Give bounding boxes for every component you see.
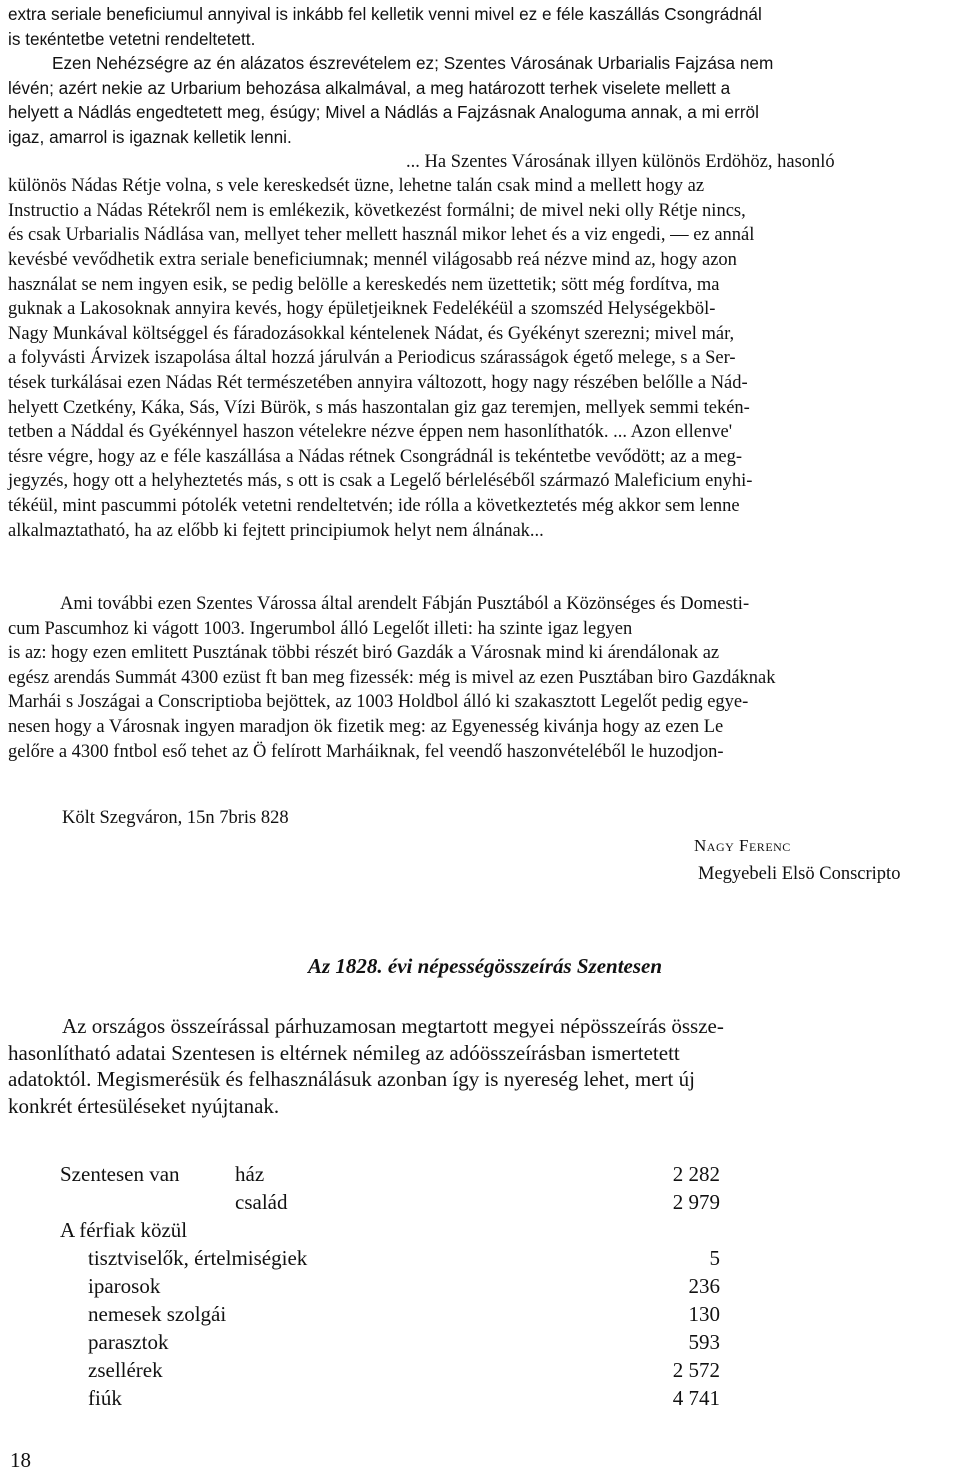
text-line: és csak Urbarialis Nádlása van, mellyet teher mellett használ mikor lehet és a viz engedi, — ez annál xyxy=(8,225,755,246)
text-line: Instructio a Nádas Rétekről nem is emlékezik, következést formálni; de mivel neki olly Rétje nincs, xyxy=(8,200,746,221)
stats-value: 2 979 xyxy=(672,1190,720,1214)
stats-item-label: tisztviselők, értelmiségiek xyxy=(88,1246,308,1270)
text-line: nesen hogy a Városnak ingyen maradjon ök fizetik meg: az Egyenesség kivánja hogy az ezen Le xyxy=(8,716,724,737)
text-line: egész arendás Summát 4300 ezüst ft ban meg fizessék: még is mivel az ezen Pusztában biro Gazdáknak xyxy=(8,667,776,688)
text-line: konkrét értesüléseket nyújtanak. xyxy=(8,1093,280,1118)
text-line: használat se nem ingyen esik, se pedig belölle a kereskedés nem üzettetik; sött még fordítva, ma xyxy=(8,274,720,295)
text-line: különös Nádas Rétje volna, s vele kereskedsét üzne, lehetne talán csak mind a mellett hogy az xyxy=(8,176,705,197)
text-line: tetben a Náddal és Gyékénnyel haszon vételekre nézve éppen nem hasonlíthatók. ... Azon ellenve' xyxy=(8,422,733,443)
section-paragraph xyxy=(8,1013,952,1119)
stats-row xyxy=(60,1356,720,1384)
quote-paragraph-2 xyxy=(8,150,952,175)
stats-row xyxy=(60,1272,720,1300)
text-fragment: ... Ha Szentes Városának illyen különös Erdöhöz, hasonló xyxy=(406,151,835,172)
stats-sublabel: ház xyxy=(235,1162,265,1186)
stats-row xyxy=(60,1300,720,1328)
text-line: adatoktól. Megismerésük és felhasználásuk azonban így is nyereség lehet, mert új xyxy=(8,1067,695,1091)
text-line: is teкéntetbe vetetni rendeltetett. xyxy=(8,28,256,49)
stats-item-label: nemesek szolgái xyxy=(88,1302,227,1326)
text-line: helyett Czetkény, Káka, Sás, Vízi Bürök, s más haszontalan giz gaz teremjen, mellyek semmi tekén- xyxy=(8,397,750,418)
stats-item-label: parasztok xyxy=(88,1330,169,1354)
text-line: alkalmaztatható, ha az előbb ki fejtett principiumok helyt nem álnának... xyxy=(8,520,544,541)
signer-title: Megyebeli Elsö Conscripto xyxy=(698,864,901,884)
population-stats-table xyxy=(60,1160,720,1412)
text-line: tékéül, mint pascummi pótolék vetetni rendeltetvén; ide rólla a következtetés még akkor sem lenne xyxy=(8,495,740,516)
text-line: Nagy Munkával költséggel és fáradozásokkal kéntelenek Nádat, és Gyékényt szerezni; mivel már, xyxy=(8,323,735,344)
stats-value: 2 572 xyxy=(672,1358,720,1382)
text-line: helyett a Nádlás engedtetett meg, ésúgy; Mivel a Nádlás a Fajzásnak Analoguma annak, a mi erröl xyxy=(8,102,759,123)
stats-group-label: A férfiak közül xyxy=(60,1218,188,1242)
quote-paragraph-2-body xyxy=(8,174,952,543)
text-line: guknak a Lakosoknak annyira kevés, hogy épületjeiknek Fedelékéül a szomszéd Helységekböl- xyxy=(8,299,716,320)
text-line: hasonlítható adatai Szentesen is eltérnek némileg az adóösszeírásban ismertetett xyxy=(8,1040,680,1065)
stats-value: 2 282 xyxy=(672,1162,720,1186)
stats-row xyxy=(60,1160,720,1188)
text-line: gelőre a 4300 fntbol eső tehet az Ö felírott Marháiknak, fel veendő haszonvételéből le huzodjon- xyxy=(8,741,724,762)
stats-item-label: zsellérek xyxy=(88,1358,163,1382)
stats-value: 130 xyxy=(688,1302,720,1326)
quote-paragraph-1 xyxy=(8,2,952,150)
text-line: jegyzés, hogy ott a helyheztetés más, s ott is csak a Legelő bérleléséből származó Maleficium enyhi- xyxy=(8,471,753,492)
page-number: 18 xyxy=(10,1448,31,1472)
text-line: Az országos összeírással párhuzamosan megtartott megyei népösszeírás össze- xyxy=(62,1014,724,1038)
stats-row xyxy=(60,1188,720,1216)
stats-value: 236 xyxy=(688,1274,720,1298)
stats-group-row xyxy=(60,1216,720,1244)
stats-item-label: fiúk xyxy=(88,1386,122,1410)
text-line: Ezen Nehézségre az én alázatos észrevételem ez; Szentes Városának Urbarialis Fajzása nem xyxy=(52,53,774,74)
stats-row xyxy=(60,1328,720,1356)
stats-value: 4 741 xyxy=(672,1386,720,1410)
stats-row xyxy=(60,1244,720,1272)
text-line: cum Pascumhoz ki vágott 1003. Ingerumbol álló Legelőt illeti: ha szinte igaz legyen xyxy=(8,618,633,639)
text-line: Ami további ezen Szentes Várossa által arendelt Fábján Pusztából a Közönséges és Domesti- xyxy=(60,594,750,614)
text-line: Marhái s Joszágai a Conscriptioba bejöttek, az 1003 Holdbol álló ki szakasztott Legelőt pedig egye- xyxy=(8,692,749,713)
quote-paragraph-3 xyxy=(8,592,952,764)
stats-value: 5 xyxy=(709,1246,720,1270)
text-line: kevésbé vevődhetik extra seriale beneficiumnak; mennél világosabb reá nézve mind az, hogy azon xyxy=(8,249,737,270)
text-line: lévén; azért nekie az Urbarium behozása alkalmával, a meg határozott terhek viselete mellett a xyxy=(8,77,731,98)
text-line: tések turkálásai ezen Nádas Rét természetében annyira változott, hogy nagy részében belőlle a Nád- xyxy=(8,372,748,393)
section-heading: Az 1828. évi népességösszeírás Szentesen xyxy=(307,954,663,978)
text-line: a folyvásti Árvizek iszapolása által hozzá járulván a Periodicus szárasságok égető melege, s a Ser- xyxy=(8,348,736,369)
signer-name: Nagy Ferenc xyxy=(694,836,791,855)
stats-row xyxy=(60,1384,720,1412)
text-line: igaz, amarrol is igaznak kelletik lenni. xyxy=(8,126,292,147)
text-line: is az: hogy ezen emlitett Pusztának többi részét biró Gazdák a Városnak mind ki árendálonak az xyxy=(8,643,720,664)
closing-date-line: Költ Szegváron, 15n 7bris 828 xyxy=(62,808,289,828)
stats-value: 593 xyxy=(688,1330,720,1354)
stats-label: Szentesen van xyxy=(60,1162,180,1186)
text-line: extra seriale beneficiumul annyival is inkább fel kelletik venni mivel ez e féle kaszállás Csongrádnál xyxy=(8,4,762,24)
text-line: tésre végre, hogy az e féle kaszállása a Nádas rétnek Csongrádnál is tekéntetbe vevődött; az a meg- xyxy=(8,446,743,467)
stats-sublabel: család xyxy=(235,1190,288,1214)
stats-item-label: iparosok xyxy=(88,1274,161,1298)
